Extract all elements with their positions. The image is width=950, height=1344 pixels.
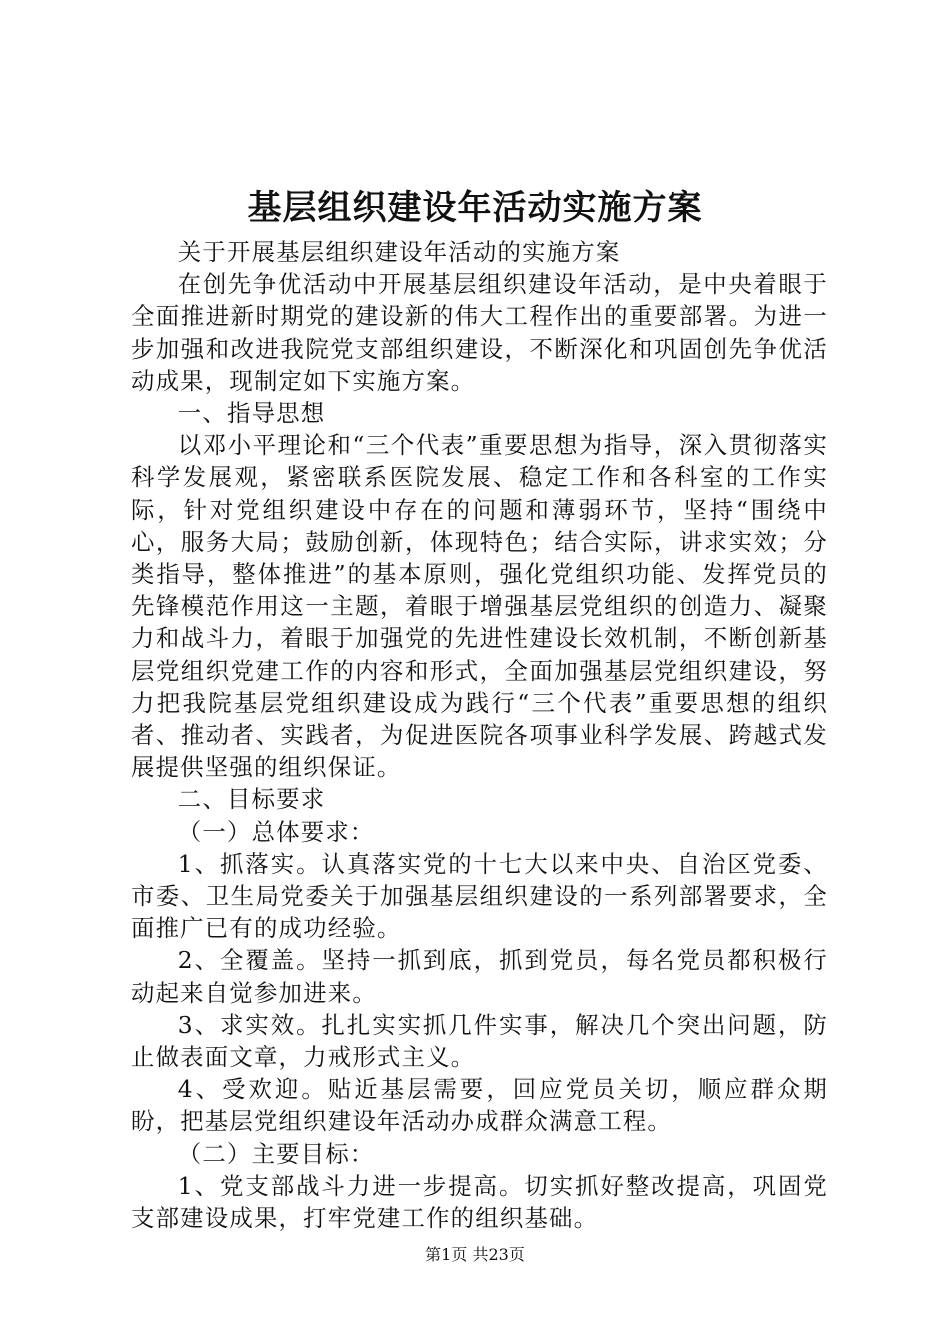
- requirement-item-3: 3、求实效。扎扎实实抓几件实事，解决几个突出问题，防止做表面文章，力戒形式主义。: [131, 1010, 828, 1072]
- requirement-item-1: 1、抓落实。认真落实党的十七大以来中央、自治区党委、市委、卫生局党委关于加强基层组织建设的一系列部署要求，全面推广已有的成功经验。: [131, 849, 828, 943]
- document-title: 基层组织建设年活动实施方案: [247, 188, 703, 228]
- section-heading-goals: 二、目标要求: [177, 785, 326, 814]
- page-number: 第1页: [425, 1245, 468, 1264]
- subheading-overall-requirements: （一）总体要求：: [177, 817, 375, 846]
- requirement-item-2: 2、全覆盖。坚持一抓到底，抓到党员，每名党员都积极行动起来自觉参加进来。: [131, 946, 828, 1007]
- subtitle-paragraph: 关于开展基层组织建设年活动的实施方案: [177, 238, 621, 266]
- page-total: 共23页: [472, 1245, 525, 1264]
- intro-paragraph: 在创先争优活动中开展基层组织建设年活动，是中央着眼于全面推进新时期党的建设新的伟大工程作出的重要部署。为进一步加强和改进我院党支部组织建设，不断深化和巩固创先争优活动成果，现制定如下实施方案。: [131, 270, 828, 395]
- subheading-main-goals: （二）主要目标：: [177, 1139, 375, 1168]
- goal-item-1: 1、党支部战斗力进一步提高。切实抓好整改提高，巩固党支部建设成果，打牢党建工作的组织基础。: [131, 1171, 828, 1233]
- guiding-thought-paragraph: 以邓小平理论和“三个代表”重要思想为指导，深入贯彻落实科学发展观，紧密联系医院发展、稳定工作和各科室的工作实际，针对党组织建设中存在的问题和薄弱环节，坚持“围绕中心，服务大局；鼓励创新，体现特色；结合实际，讲求实效；分类指导，整体推进”的基本原则，强化党组织功能、发挥党员的先锋模范作用这一主题，着眼于增强基层党组织的创造力、凝聚力和战斗力，着眼于加强党的先进性建设长效机制，不断创新基层党组织党建工作的内容和形式，全面加强基层党组织建设，努力把我院基层党组织建设成为践行“三个代表”重要思想的组织者、推动者、实践者，为促进医院各项事业科学发展、跨越式发展提供坚强的组织保证。: [131, 431, 828, 782]
- page-footer: [0, 1243, 950, 1267]
- requirement-item-4: 4、受欢迎。贴近基层需要，回应党员关切，顺应群众期盼，把基层党组织建设年活动办成群众满意工程。: [131, 1075, 828, 1136]
- document-body: [131, 236, 828, 1234]
- section-heading-guiding-thought: 一、指导思想: [177, 399, 326, 428]
